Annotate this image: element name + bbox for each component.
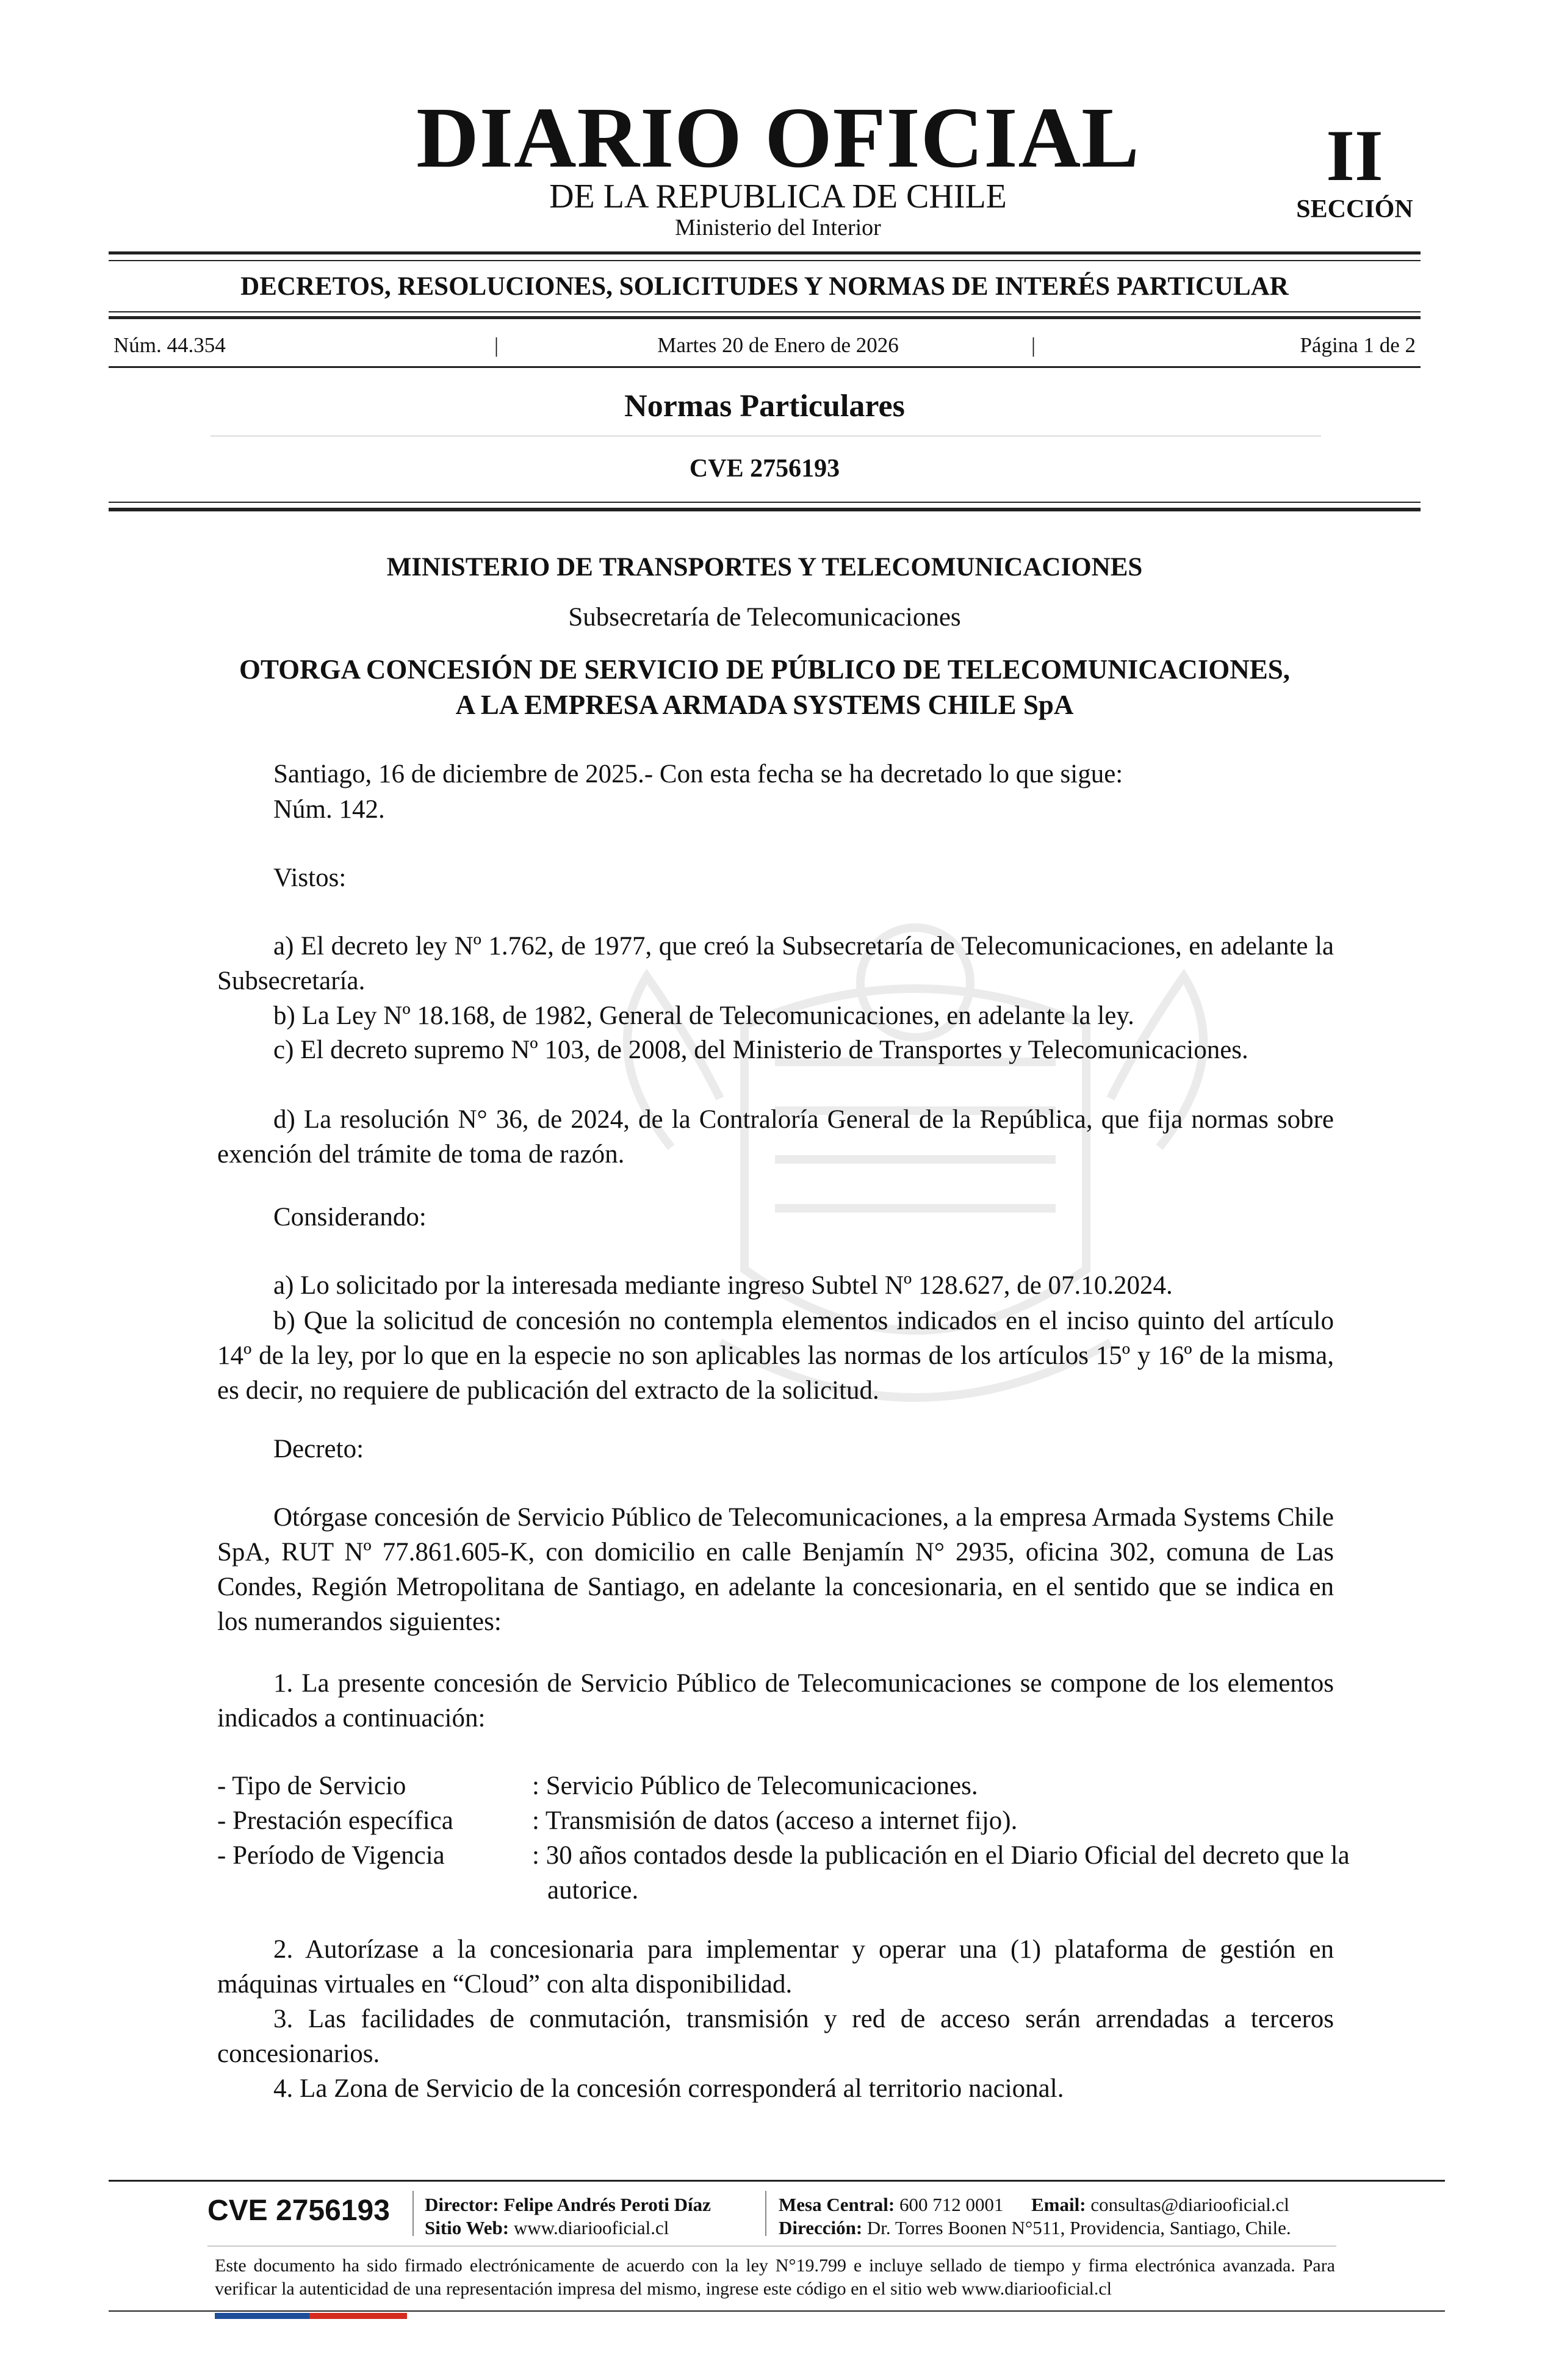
- rule-top-thin: [109, 260, 1421, 261]
- table-value: : 30 años contados desde la publicación en el Diario Oficial del decreto que la autorice.: [532, 1841, 1350, 1905]
- item-4: 4. La Zona de Servicio de la concesión corresponderá al territorio nacional.: [273, 2074, 1064, 2103]
- table-label: - Tipo de Servicio: [217, 1772, 406, 1800]
- section-label: SECCIÓN: [1296, 195, 1413, 223]
- rule-banner-thick: [109, 316, 1421, 319]
- table-label: - Período de Vigencia: [217, 1841, 445, 1870]
- section-title: Normas Particulares: [624, 389, 905, 424]
- issue-date: Martes 20 de Enero de 2026: [657, 333, 899, 357]
- flag-stripe-blue: [215, 2313, 309, 2319]
- issue-number: Núm. 44.354: [113, 333, 226, 357]
- footer-divider-2: [765, 2191, 766, 2236]
- considerando-a: a) Lo solicitado por la interesada mediante ingreso Subtel Nº 128.627, de 07.10.2024.: [273, 1271, 1173, 1300]
- rule-cve-thin: [109, 502, 1421, 503]
- subsecretaria: Subsecretaría de Telecomunicaciones: [568, 603, 961, 632]
- vistos-d: d) La resolución N° 36, de 2024, de la Contraloría General de la República, que fija normas sobre exención del trámite de toma de razón.: [217, 1105, 1334, 1169]
- website-link[interactable]: www.diariooficial.cl: [513, 2217, 669, 2238]
- issue-separator-2: |: [1031, 333, 1036, 357]
- flag-stripe-red: [309, 2313, 407, 2319]
- considerando-b: b) Que la solicitud de concesión no contempla elementos indicados en el inciso quinto del artículo 14º de la ley, por lo que en la especie no son aplicables las normas de los artículos 15º y 16º de la misma, es decir, no requiere de publicación del extracto de la solicitud.: [217, 1307, 1334, 1405]
- director-label: Director:: [425, 2194, 499, 2215]
- footer-rule-bottom: [109, 2310, 1445, 2312]
- table-value: : Servicio Público de Telecomunicaciones.: [532, 1772, 978, 1800]
- decreto-text: Otórgase concesión de Servicio Público de Telecomunicaciones, a la empresa Armada Systems Chile SpA, RUT Nº 77.861.605-K, con domicilio en calle Benjamín N° 2935, oficina 302, comuna de Las Condes, Región Metropolitana de Santiago, en adelante la concesionaria, en el sentido que se indica en los numerandos siguientes:: [217, 1503, 1334, 1636]
- web-label: Sitio Web:: [425, 2217, 510, 2238]
- email-link[interactable]: consultas@diariooficial.cl: [1090, 2194, 1289, 2215]
- vistos-b: b) La Ley Nº 18.168, de 1982, General de Telecomunicaciones, en adelante la ley.: [273, 1001, 1134, 1030]
- footer-website: [425, 2216, 669, 2240]
- rule-cve-thick: [109, 508, 1421, 511]
- item-3: 3. Las facilidades de conmutación, transmisión y red de acceso serán arrendadas a terceros concesionarios.: [217, 2005, 1334, 2068]
- masthead-title: DIARIO OFICIAL: [416, 89, 1140, 186]
- footer-notice: Este documento ha sido firmado electrónicamente de acuerdo con la ley N°19.799 e incluye sellado de tiempo y firma electrónica avanzada. Para verificar la autenticidad de una representación impresa del mismo, ingrese este código en el sitio web www.diariooficial.cl: [215, 2256, 1335, 2299]
- footer-address: [779, 2216, 1291, 2240]
- considerando-heading: Considerando:: [273, 1203, 427, 1231]
- vistos-heading: Vistos:: [273, 864, 347, 892]
- item-1: 1. La presente concesión de Servicio Público de Telecomunicaciones se compone de los elementos indicados a continuación:: [217, 1669, 1334, 1733]
- rule-issue: [109, 366, 1421, 368]
- address-value: Dr. Torres Boonen N°511, Providencia, Santiago, Chile.: [866, 2217, 1291, 2238]
- director-name: Felipe Andrés Peroti Díaz: [503, 2194, 711, 2215]
- item-2: 2. Autorízase a la concesionaria para implementar y operar una (1) plataforma de gestión en máquinas virtuales en “Cloud” con alta disponibilidad.: [217, 1935, 1334, 1999]
- cve-header: CVE 2756193: [689, 455, 840, 483]
- rule-banner-thin: [109, 311, 1421, 312]
- decreto-heading: Decreto:: [273, 1435, 364, 1463]
- decree-number: Núm. 142.: [273, 795, 385, 824]
- ministry-heading: MINISTERIO DE TRANSPORTES Y TELECOMUNICACIONES: [386, 553, 1143, 582]
- table-value: : Transmisión de datos (acceso a internet fijo).: [532, 1806, 1018, 1835]
- footer-rule-top: [109, 2180, 1445, 2182]
- section-numeral: II: [1326, 115, 1383, 196]
- footer-cve: CVE 2756193: [207, 2194, 390, 2227]
- vistos-c: c) El decreto supremo Nº 103, de 2008, del Ministerio de Transportes y Telecomunicaciones.: [273, 1036, 1248, 1064]
- footer-director: [425, 2193, 711, 2216]
- issue-separator-1: |: [494, 333, 499, 357]
- vistos-a: a) El decreto ley Nº 1.762, de 1977, que creó la Subsecretaría de Telecomunicaciones, en adelante la Subsecretaría.: [217, 932, 1334, 995]
- mesa-value: 600 712 0001: [899, 2194, 1004, 2215]
- footer-contact: [779, 2193, 1289, 2216]
- decree-title-line2: A LA EMPRESA ARMADA SYSTEMS CHILE SpA: [455, 690, 1074, 720]
- masthead-subtitle: DE LA REPUBLICA DE CHILE: [549, 178, 1007, 215]
- masthead-ministry: Ministerio del Interior: [675, 215, 881, 240]
- banner: DECRETOS, RESOLUCIONES, SOLICITUDES Y NORMAS DE INTERÉS PARTICULAR: [240, 272, 1289, 301]
- table-label: - Prestación específica: [217, 1806, 453, 1835]
- email-label: Email:: [1031, 2194, 1086, 2215]
- issue-page: Página 1 de 2: [1300, 333, 1416, 357]
- decree-title-line1: OTORGA CONCESIÓN DE SERVICIO DE PÚBLICO DE TELECOMUNICACIONES,: [239, 654, 1291, 685]
- intro-paragraph: Santiago, 16 de diciembre de 2025.- Con esta fecha se ha decretado lo que sigue:: [273, 760, 1123, 788]
- footer-divider-1: [412, 2191, 414, 2236]
- mesa-label: Mesa Central:: [779, 2194, 895, 2215]
- address-label: Dirección:: [779, 2217, 863, 2238]
- rule-top-thick: [109, 251, 1421, 254]
